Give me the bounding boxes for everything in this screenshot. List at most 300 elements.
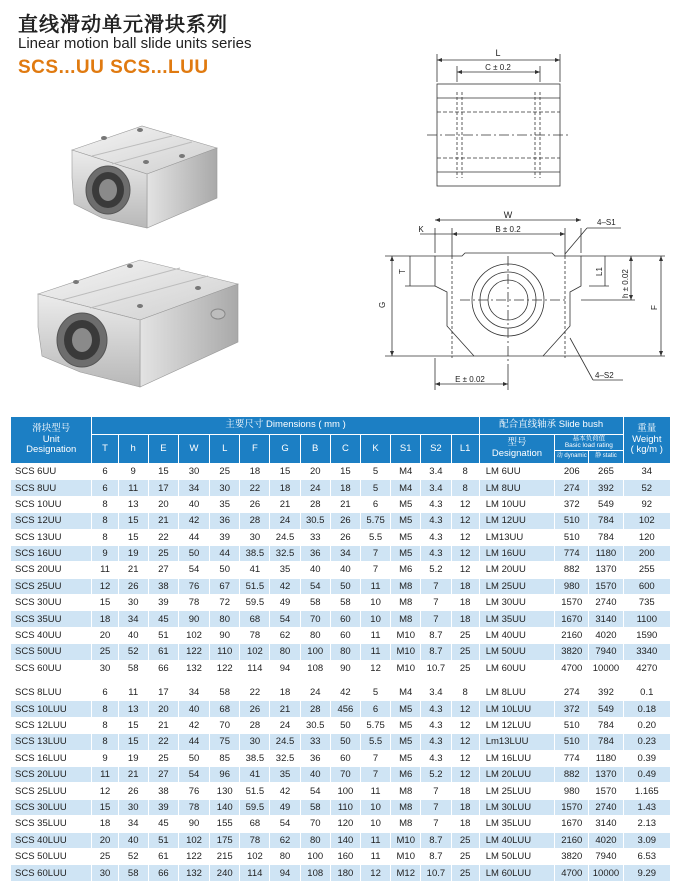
table-cell: 12 bbox=[451, 717, 479, 733]
table-cell: M8 bbox=[391, 578, 421, 594]
table-cell: 510 bbox=[555, 529, 589, 545]
table-cell: 7 bbox=[360, 750, 390, 766]
table-cell: 54 bbox=[178, 562, 209, 578]
spec-table-body bbox=[11, 463, 671, 881]
table-cell: 44 bbox=[178, 529, 209, 545]
table-cell: 200 bbox=[623, 545, 670, 561]
table-cell: 80 bbox=[210, 611, 240, 627]
table-cell: 102 bbox=[178, 627, 209, 643]
table-cell: 39 bbox=[148, 595, 178, 611]
table-cell: 114 bbox=[240, 865, 270, 881]
table-cell: 120 bbox=[623, 529, 670, 545]
col-weight: 重量 Weight ( kg/m ) bbox=[623, 417, 670, 464]
dim-B-label: B ± 0.2 bbox=[495, 225, 521, 234]
table-cell: 12 bbox=[451, 513, 479, 529]
table-cell: 265 bbox=[589, 463, 623, 479]
table-row bbox=[11, 783, 671, 799]
table-cell: 9 bbox=[118, 463, 148, 479]
table-row bbox=[11, 766, 671, 782]
table-cell: 94 bbox=[270, 865, 300, 881]
table-cell: 0.39 bbox=[623, 750, 670, 766]
table-cell: 774 bbox=[555, 750, 589, 766]
table-cell: SCS 35LUU bbox=[11, 816, 92, 832]
table-cell: 52 bbox=[623, 480, 670, 496]
table-cell: 130 bbox=[210, 783, 240, 799]
dim-L-label: L bbox=[495, 48, 501, 58]
front-view-drawing bbox=[365, 208, 670, 398]
table-cell: 4.3 bbox=[421, 701, 451, 717]
table-cell: SCS 50UU bbox=[11, 644, 92, 660]
dim-E-label: E ± 0.02 bbox=[455, 375, 485, 384]
table-cell: 120 bbox=[330, 816, 360, 832]
table-cell: 8 bbox=[92, 529, 118, 545]
table-cell: 61 bbox=[148, 848, 178, 864]
table-row bbox=[11, 578, 671, 594]
table-cell: LM 25UU bbox=[479, 578, 554, 594]
table-cell: LM 30LUU bbox=[479, 799, 554, 815]
table-cell: 76 bbox=[178, 783, 209, 799]
table-cell: 8 bbox=[92, 496, 118, 512]
table-cell: 882 bbox=[555, 562, 589, 578]
table-cell: 25 bbox=[148, 545, 178, 561]
table-cell: 175 bbox=[210, 832, 240, 848]
table-cell: SCS 25UU bbox=[11, 578, 92, 594]
table-cell: 36 bbox=[300, 750, 330, 766]
table-cell: 25 bbox=[451, 865, 479, 881]
table-cell: 11 bbox=[360, 644, 390, 660]
table-cell: M10 bbox=[391, 660, 421, 676]
table-cell: 12 bbox=[451, 496, 479, 512]
table-cell: 51.5 bbox=[240, 578, 270, 594]
table-cell: 30 bbox=[240, 734, 270, 750]
table-cell: 8 bbox=[92, 701, 118, 717]
table-cell: LM 12UU bbox=[479, 513, 554, 529]
product-photo-long-unit bbox=[30, 252, 245, 397]
table-cell: 12 bbox=[451, 562, 479, 578]
table-cell: LM 16UU bbox=[479, 545, 554, 561]
table-cell: M10 bbox=[391, 832, 421, 848]
table-cell: 0.49 bbox=[623, 766, 670, 782]
table-cell: 78 bbox=[240, 832, 270, 848]
table-cell: 66 bbox=[148, 865, 178, 881]
table-cell: 35 bbox=[270, 562, 300, 578]
table-cell: 12 bbox=[451, 701, 479, 717]
table-cell: LM 20UU bbox=[479, 562, 554, 578]
table-cell: 52 bbox=[118, 848, 148, 864]
table-row bbox=[11, 595, 671, 611]
table-cell: 100 bbox=[300, 848, 330, 864]
table-cell: 5.2 bbox=[421, 562, 451, 578]
table-cell: 12 bbox=[360, 660, 390, 676]
table-cell: 26 bbox=[330, 529, 360, 545]
table-cell: LM 50LUU bbox=[479, 848, 554, 864]
table-cell: 96 bbox=[210, 766, 240, 782]
table-cell: LM 30UU bbox=[479, 595, 554, 611]
table-cell: 61 bbox=[148, 644, 178, 660]
table-cell: M5 bbox=[391, 529, 421, 545]
table-cell: Lm13LUU bbox=[479, 734, 554, 750]
table-cell: 33 bbox=[300, 734, 330, 750]
table-cell: 76 bbox=[178, 578, 209, 594]
table-cell: 9 bbox=[92, 545, 118, 561]
table-cell: 24.5 bbox=[270, 529, 300, 545]
table-cell: 7 bbox=[421, 783, 451, 799]
table-cell: 10 bbox=[360, 595, 390, 611]
spacer-cell bbox=[11, 677, 671, 685]
table-cell: SCS 25LUU bbox=[11, 783, 92, 799]
table-cell: 110 bbox=[210, 644, 240, 660]
table-cell: 5.2 bbox=[421, 766, 451, 782]
table-cell: SCS 8UU bbox=[11, 480, 92, 496]
table-cell: 8.7 bbox=[421, 848, 451, 864]
table-cell: 155 bbox=[210, 816, 240, 832]
table-cell: 25 bbox=[451, 832, 479, 848]
table-cell: 18 bbox=[92, 611, 118, 627]
table-cell: 12 bbox=[451, 750, 479, 766]
table-cell: LM 8UU bbox=[479, 480, 554, 496]
table-cell: 50 bbox=[330, 717, 360, 733]
table-cell: 70 bbox=[210, 717, 240, 733]
table-cell: SCS 20LUU bbox=[11, 766, 92, 782]
table-cell: SCS 30LUU bbox=[11, 799, 92, 815]
table-cell: 32.5 bbox=[270, 750, 300, 766]
table-cell: 21 bbox=[148, 717, 178, 733]
table-cell: 52 bbox=[118, 644, 148, 660]
table-cell: 24.5 bbox=[270, 734, 300, 750]
table-cell: 26 bbox=[118, 783, 148, 799]
table-cell: 19 bbox=[118, 750, 148, 766]
table-cell: M5 bbox=[391, 717, 421, 733]
table-cell: 42 bbox=[270, 783, 300, 799]
table-cell: LM 35UU bbox=[479, 611, 554, 627]
table-cell: 274 bbox=[555, 685, 589, 701]
table-cell: 60 bbox=[330, 750, 360, 766]
table-cell: M12 bbox=[391, 865, 421, 881]
table-cell: 2740 bbox=[589, 799, 623, 815]
table-cell: 0.18 bbox=[623, 701, 670, 717]
table-cell: LM 20LUU bbox=[479, 766, 554, 782]
table-cell: 7 bbox=[421, 578, 451, 594]
table-cell: 25 bbox=[92, 848, 118, 864]
table-cell: 3.4 bbox=[421, 685, 451, 701]
table-cell: 122 bbox=[178, 644, 209, 660]
table-cell: 32.5 bbox=[270, 545, 300, 561]
table-cell: 54 bbox=[178, 766, 209, 782]
table-cell: SCS 60LUU bbox=[11, 865, 92, 881]
table-cell: 92 bbox=[623, 496, 670, 512]
dim-W-label: W bbox=[503, 210, 513, 220]
table-row bbox=[11, 513, 671, 529]
table-cell: 3820 bbox=[555, 848, 589, 864]
table-cell: 38.5 bbox=[240, 750, 270, 766]
table-cell: LM 40UU bbox=[479, 627, 554, 643]
table-cell: 30.5 bbox=[300, 513, 330, 529]
table-cell: 1570 bbox=[589, 578, 623, 594]
table-cell: 784 bbox=[589, 513, 623, 529]
table-cell: LM 40LUU bbox=[479, 832, 554, 848]
table-cell: 132 bbox=[178, 865, 209, 881]
table-cell: 4700 bbox=[555, 660, 589, 676]
col-load-rating: 基本负荷值 Basic load rating bbox=[555, 435, 623, 451]
table-cell: 80 bbox=[300, 627, 330, 643]
table-group-spacer bbox=[11, 677, 671, 685]
table-cell: 4270 bbox=[623, 660, 670, 676]
table-cell: 21 bbox=[270, 496, 300, 512]
page-title-cn: 直线滑动单元滑块系列 bbox=[18, 14, 228, 36]
col-B: B bbox=[300, 435, 330, 464]
table-cell: 85 bbox=[210, 750, 240, 766]
col-E: E bbox=[148, 435, 178, 464]
table-cell: 510 bbox=[555, 734, 589, 750]
table-row bbox=[11, 832, 671, 848]
table-cell: 15 bbox=[148, 463, 178, 479]
col-F: F bbox=[240, 435, 270, 464]
table-cell: 67 bbox=[210, 578, 240, 594]
table-cell: 40 bbox=[118, 832, 148, 848]
table-cell: 5 bbox=[360, 685, 390, 701]
table-cell: 30.5 bbox=[300, 717, 330, 733]
table-cell: 38 bbox=[148, 578, 178, 594]
table-cell: 3140 bbox=[589, 816, 623, 832]
table-cell: 15 bbox=[118, 717, 148, 733]
table-row bbox=[11, 717, 671, 733]
col-T: T bbox=[92, 435, 118, 464]
table-cell: 1180 bbox=[589, 545, 623, 561]
table-cell: SCS 12UU bbox=[11, 513, 92, 529]
table-cell: 50 bbox=[330, 578, 360, 594]
table-cell: 22 bbox=[148, 734, 178, 750]
table-cell: 1570 bbox=[555, 799, 589, 815]
table-cell: 12 bbox=[360, 865, 390, 881]
table-cell: 102 bbox=[623, 513, 670, 529]
dim-F-label: F bbox=[650, 305, 659, 310]
table-cell: 456 bbox=[330, 701, 360, 717]
table-cell: 50 bbox=[210, 562, 240, 578]
dim-L1-label: L1 bbox=[595, 267, 604, 276]
table-cell: 10000 bbox=[589, 865, 623, 881]
table-cell: 27 bbox=[148, 766, 178, 782]
table-cell: M8 bbox=[391, 799, 421, 815]
table-cell: 735 bbox=[623, 595, 670, 611]
table-cell: SCS 40UU bbox=[11, 627, 92, 643]
table-cell: 122 bbox=[178, 848, 209, 864]
table-cell: 34 bbox=[118, 816, 148, 832]
table-cell: 58 bbox=[118, 865, 148, 881]
table-row bbox=[11, 750, 671, 766]
table-cell: SCS 12LUU bbox=[11, 717, 92, 733]
table-cell: 59.5 bbox=[240, 595, 270, 611]
table-cell: 25 bbox=[148, 750, 178, 766]
table-row bbox=[11, 480, 671, 496]
table-cell: 30 bbox=[92, 865, 118, 881]
table-cell: 7 bbox=[360, 562, 390, 578]
table-cell: 68 bbox=[240, 816, 270, 832]
table-cell: 7 bbox=[421, 595, 451, 611]
table-cell: 980 bbox=[555, 783, 589, 799]
product-photo-short-unit bbox=[62, 118, 227, 238]
table-cell: 7 bbox=[421, 799, 451, 815]
table-cell: 34 bbox=[178, 480, 209, 496]
table-row bbox=[11, 627, 671, 643]
table-cell: 58 bbox=[330, 595, 360, 611]
table-cell: 10000 bbox=[589, 660, 623, 676]
table-cell: 0.23 bbox=[623, 734, 670, 750]
table-cell: 18 bbox=[240, 463, 270, 479]
table-cell: 4.3 bbox=[421, 750, 451, 766]
table-cell: LM 25LUU bbox=[479, 783, 554, 799]
table-cell: 78 bbox=[178, 799, 209, 815]
table-cell: 8 bbox=[92, 717, 118, 733]
table-cell: M5 bbox=[391, 545, 421, 561]
dim-S1-label: 4–S1 bbox=[597, 218, 616, 227]
table-cell: 20 bbox=[148, 701, 178, 717]
table-cell: 10.7 bbox=[421, 660, 451, 676]
table-cell: 1570 bbox=[589, 783, 623, 799]
table-cell: 80 bbox=[270, 848, 300, 864]
table-cell: 784 bbox=[589, 529, 623, 545]
table-cell: 1.43 bbox=[623, 799, 670, 815]
table-cell: 30 bbox=[240, 529, 270, 545]
table-cell: SCS 30UU bbox=[11, 595, 92, 611]
table-cell: 30 bbox=[178, 463, 209, 479]
table-row bbox=[11, 562, 671, 578]
table-cell: 7940 bbox=[589, 848, 623, 864]
table-cell: 15 bbox=[118, 529, 148, 545]
dim-T-label: T bbox=[398, 269, 407, 274]
table-cell: 12 bbox=[451, 545, 479, 561]
table-cell: 38.5 bbox=[240, 545, 270, 561]
table-cell: 122 bbox=[210, 660, 240, 676]
table-cell: M5 bbox=[391, 701, 421, 717]
dim-C-label: C ± 0.2 bbox=[485, 63, 511, 72]
table-cell: 94 bbox=[270, 660, 300, 676]
table-cell: 2740 bbox=[589, 595, 623, 611]
table-cell: SCS 20UU bbox=[11, 562, 92, 578]
table-cell: 54 bbox=[270, 611, 300, 627]
table-cell: 1370 bbox=[589, 766, 623, 782]
table-cell: SCS 40LUU bbox=[11, 832, 92, 848]
table-cell: 21 bbox=[270, 701, 300, 717]
table-cell: SCS 35UU bbox=[11, 611, 92, 627]
table-cell: 4.3 bbox=[421, 734, 451, 750]
table-cell: 274 bbox=[555, 480, 589, 496]
table-cell: 7 bbox=[360, 545, 390, 561]
table-cell: 6 bbox=[92, 480, 118, 496]
table-cell: 24 bbox=[300, 685, 330, 701]
table-cell: 8.7 bbox=[421, 832, 451, 848]
table-cell: 12 bbox=[451, 529, 479, 545]
table-cell: 372 bbox=[555, 701, 589, 717]
table-cell: 5 bbox=[360, 480, 390, 496]
table-cell: 4.3 bbox=[421, 717, 451, 733]
table-cell: 7 bbox=[421, 611, 451, 627]
table-cell: 62 bbox=[270, 627, 300, 643]
table-cell: 40 bbox=[178, 496, 209, 512]
table-cell: 1.165 bbox=[623, 783, 670, 799]
table-cell: 12 bbox=[451, 766, 479, 782]
table-cell: 51.5 bbox=[240, 783, 270, 799]
table-cell: 60 bbox=[330, 627, 360, 643]
table-cell: 3820 bbox=[555, 644, 589, 660]
table-cell: 38 bbox=[148, 783, 178, 799]
table-cell: 30 bbox=[210, 480, 240, 496]
table-cell: 18 bbox=[270, 685, 300, 701]
table-cell: 108 bbox=[300, 660, 330, 676]
table-cell: 80 bbox=[270, 644, 300, 660]
table-cell: 22 bbox=[240, 685, 270, 701]
table-cell: 2160 bbox=[555, 832, 589, 848]
table-cell: LM 16LUU bbox=[479, 750, 554, 766]
table-cell: LM 35LUU bbox=[479, 816, 554, 832]
table-cell: 44 bbox=[210, 545, 240, 561]
table-cell: 12 bbox=[92, 578, 118, 594]
table-cell: 72 bbox=[210, 595, 240, 611]
table-cell: 12 bbox=[92, 783, 118, 799]
table-cell: 11 bbox=[118, 480, 148, 496]
table-cell: 54 bbox=[300, 783, 330, 799]
table-cell: 34 bbox=[178, 685, 209, 701]
table-cell: 5.75 bbox=[360, 513, 390, 529]
table-cell: 1590 bbox=[623, 627, 670, 643]
table-cell: 90 bbox=[210, 627, 240, 643]
table-cell: SCS 6UU bbox=[11, 463, 92, 479]
table-cell: 21 bbox=[118, 766, 148, 782]
table-cell: 549 bbox=[589, 701, 623, 717]
table-cell: 3.09 bbox=[623, 832, 670, 848]
table-cell: 49 bbox=[270, 595, 300, 611]
table-cell: 68 bbox=[240, 611, 270, 627]
table-cell: 25 bbox=[92, 644, 118, 660]
table-cell: 9 bbox=[92, 750, 118, 766]
table-cell: 18 bbox=[451, 611, 479, 627]
table-cell: 160 bbox=[330, 848, 360, 864]
table-cell: 2160 bbox=[555, 627, 589, 643]
top-view-drawing bbox=[400, 42, 600, 202]
table-cell: 784 bbox=[589, 734, 623, 750]
col-dynamic: 动 dynamic bbox=[555, 450, 589, 463]
table-cell: LM 6UU bbox=[479, 463, 554, 479]
table-cell: M5 bbox=[391, 750, 421, 766]
table-cell: 68 bbox=[210, 701, 240, 717]
table-cell: 24 bbox=[300, 480, 330, 496]
table-cell: 7 bbox=[360, 766, 390, 782]
table-row bbox=[11, 644, 671, 660]
table-cell: 4700 bbox=[555, 865, 589, 881]
table-cell: 206 bbox=[555, 463, 589, 479]
table-cell: 35 bbox=[210, 496, 240, 512]
table-cell: 78 bbox=[178, 595, 209, 611]
table-cell: 50 bbox=[330, 734, 360, 750]
table-cell: 6.53 bbox=[623, 848, 670, 864]
table-cell: 40 bbox=[178, 701, 209, 717]
table-cell: SCS 50LUU bbox=[11, 848, 92, 864]
table-cell: 140 bbox=[210, 799, 240, 815]
table-cell: 3.4 bbox=[421, 480, 451, 496]
table-cell: 28 bbox=[300, 701, 330, 717]
col-unit-designation: 滑块型号 Unit Designation bbox=[11, 417, 92, 464]
table-cell: 11 bbox=[360, 578, 390, 594]
table-cell: 30 bbox=[118, 799, 148, 815]
table-row bbox=[11, 685, 671, 701]
table-cell: 5.75 bbox=[360, 717, 390, 733]
table-cell: M8 bbox=[391, 595, 421, 611]
table-cell: 372 bbox=[555, 496, 589, 512]
col-S2: S2 bbox=[421, 435, 451, 464]
table-cell: M4 bbox=[391, 685, 421, 701]
table-cell: 18 bbox=[451, 799, 479, 815]
table-cell: 549 bbox=[589, 496, 623, 512]
table-cell: 4020 bbox=[589, 627, 623, 643]
